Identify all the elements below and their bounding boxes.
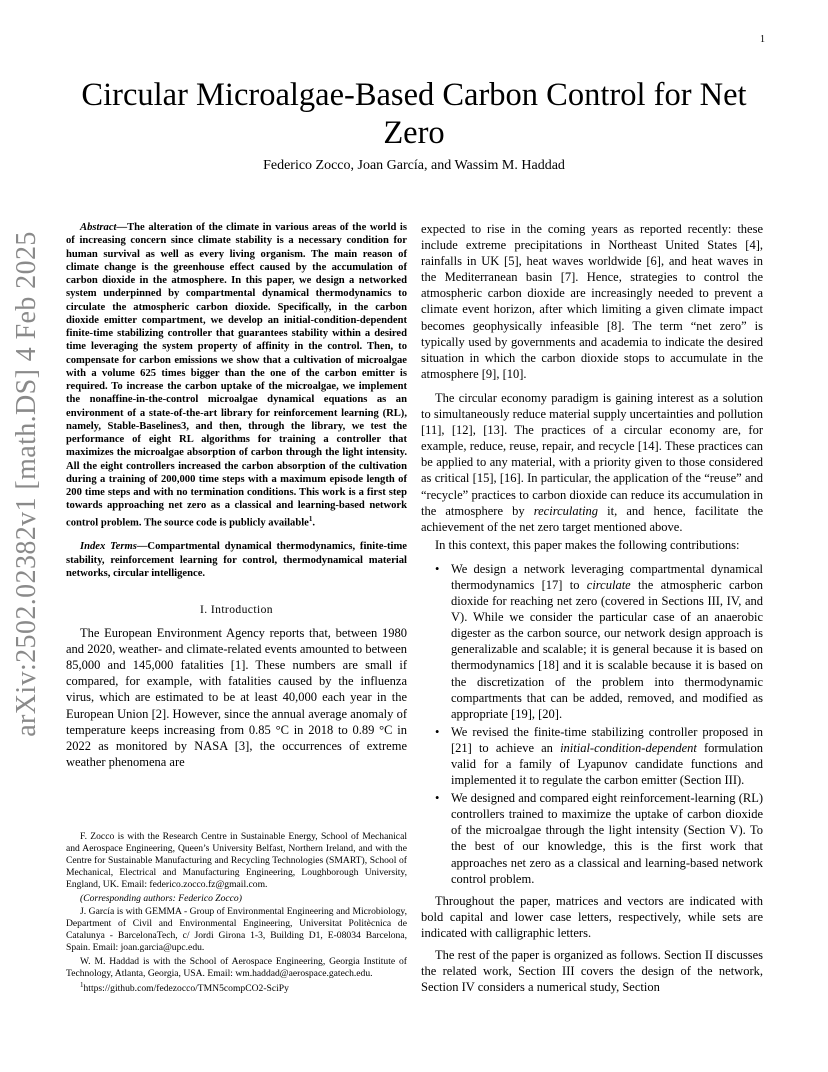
contributions-list: [421, 561, 763, 887]
abstract-end: .: [312, 517, 316, 529]
right-column: [421, 221, 763, 995]
arxiv-identifier-text: arXiv:2502.02382v1 [math.DS] 4 Feb 2025: [11, 231, 42, 737]
right-paragraph-5: The rest of the paper is organized as follows. Section II discusses the related work, Section III covers the design of the network, Section IV considers a numerical study, Section: [421, 948, 763, 995]
abstract: [66, 221, 407, 529]
abstract-lead: Abstract: [80, 222, 117, 233]
bullet-icon: •: [435, 561, 440, 576]
arxiv-identifier-stamp: [2, 231, 52, 737]
contribution-1-text-b: the atmospheric carbon dioxide for reaching net zero (covered in Sections III, IV, and V). While we consider the particular case of an anaerobic digester as the carbon source, our network design approach is generalizable and scalable; it is general because it is based on thermodynamics [18] and it is scalable because it is based on the discretization of the problem into thermodynamic compartments that can be added, removed, and modified as appropriate [19], [20].: [451, 577, 763, 721]
right-paragraph-2: [421, 390, 763, 535]
contribution-1-emphasis: circulate: [586, 577, 631, 592]
right-paragraph-2-text: The circular economy paradigm is gaining interest as a solution to simultaneously reduce material supply uncertainties and pollution [11], [12], [13]. The practices of a circular economy are, for example, reduce, reuse, repair, and recycle [14]. These practices can be applied to any material, with a priority given to those considered as critical [15], [16]. In particular, the application of the “reuse” and “recycle” practices to carbon dioxide can reduce its accumulation in the atmosphere by: [421, 390, 763, 518]
footnote-haddad: W. M. Haddad is with the School of Aerospace Engineering, Georgia Institute of Technology, Atlanta, Georgia, USA. Email: wm.haddad@aerospace.gatech.edu.: [66, 956, 407, 979]
contribution-1-text-a: We design a network leveraging compartmental dynamical thermodynamics [17] to: [451, 561, 763, 592]
left-column: [66, 221, 407, 770]
abstract-footnote-mark: 1: [308, 514, 313, 523]
intro-paragraph: The European Environment Agency reports that, between 1980 and 2020, weather- and climate-related events amounted to between 85,000 and 145,000 fatalities [1]. These numbers are small if compared, for example, with fatalities caused by the influenza virus, which are estimated to be at least 40,000 each year in the European Union [2]. However, since the annual average anomaly of temperature keeps increasing from 0.85 °C in 2018 to 0.89 °C in 2022 as monitored by NASA [3], the occurrences of extreme weather phenomena are: [66, 626, 407, 769]
paper-title: Circular Microalgae-Based Carbon Control for Net Zero: [81, 77, 747, 151]
author-footnotes: [66, 829, 407, 995]
contribution-item: [421, 790, 763, 887]
bullet-icon: •: [435, 724, 440, 739]
footnote-source-code: [66, 980, 407, 995]
contribution-item: [421, 561, 763, 722]
index-terms-lead: Index Terms: [80, 541, 137, 553]
footnote-url-link[interactable]: https://github.com/fedezocco/TMN5compCO2-SciPy: [83, 982, 289, 994]
footnote-url-mark: 1: [80, 980, 84, 989]
bullet-icon: •: [435, 791, 440, 806]
contribution-2-text-a: We revised the finite-time stabilizing controller proposed in [21] to achieve an: [451, 724, 763, 755]
right-paragraph-3: In this context, this paper makes the following contributions:: [435, 537, 740, 552]
right-paragraph-2-emphasis: recirculating: [533, 503, 599, 518]
paper-authors: Federico Zocco, Joan García, and Wassim M. Haddad: [263, 158, 565, 173]
contribution-item: [421, 724, 763, 788]
contribution-3-text: We designed and compared eight reinforcement-learning (RL) controllers trained to maximize the uptake of carbon dioxide of the microalgae through the light intensity (Section V). To the best of our knowledge, this is the first work that approaches net zero as a classical and learning-based network control problem.: [451, 791, 763, 886]
index-terms-text: —Compartmental dynamical thermodynamics, finite-time stability, reinforcement learning for control, thermodynamical material networks, circular intelligence.: [66, 541, 407, 579]
footnote-corresponding: (Corresponding authors: Federico Zocco): [80, 892, 242, 904]
right-paragraph-1: expected to rise in the coming years as reported recently: these include extreme precipitations in Northeast United States [4], rainfalls in UK [5], heat waves worldwide [6], and heat waves in the Mediterranean basin [7]. Hence, strategies to control the atmospheric carbon dioxide are increasingly needed to prevent a climate event horizon, after which limiting a given climate impact becomes geophysically infeasible [8]. The term “net zero” is typically used by governments and academia to indicate the desired situation in which the carbon dioxide stops to accumulate in the atmosphere [9], [10].: [421, 222, 763, 381]
right-paragraph-4: Throughout the paper, matrices and vectors are indicated with bold capital and lower case letters, respectively, while sets are indicated with calligraphic letters.: [421, 893, 763, 940]
abstract-text: —The alteration of the climate in various areas of the world is of increasing concern since climate stability is a necessary condition for human survival as well as every living organism. The main reason of climate change is the greenhouse effect caused by the accumulation of carbon dioxide in the atmosphere. In this paper, we design a networked system underpinned by compartmental dynamical thermodynamics to circulate the atmospheric carbon dioxide. Specifically, in the carbon dioxide emitter compartment, we develop an initial-condition-dependent finite-time stabilizing controller that guarantees stability within a desired time leveraging the system property of affinity in the control. Then, to compensate for carbon emissions we show that a cultivation of microalgae with a volume 625 times bigger than the one of the carbon emitter is required. To increase the carbon uptake of the microalgae, we implement the nonaffine-in-the-control microalgae dynamical equations as an environment of a state-of-the-art library for reinforcement learning (RL), namely, Stable-Baselines3, and then, through the library, we test the performance of eight RL algorithms for training a controller that maximizes the microalgae absorption of carbon through the light intensity. All the eight controllers increased the carbon absorption of the cultivation during a training of 200,000 time steps with a maximum episode length of 200 time steps and with no termination conditions. This work is a first step towards approaching net zero as a classical and learning-based network control problem. The source code is publicly available: [66, 222, 407, 529]
right-paragraph-2-end: it, and hence, facilitate the achievement of the net zero target mentioned above.: [421, 503, 763, 534]
footnote-zocco: F. Zocco is with the Research Centre in Sustainable Energy, School of Mechanical and Aerospace Engineering, Queen’s University Belfast, Northern Ireland, and with the Centre for Sustainable Manufacturing and Recycling Technologies (SMART), School of Mechanical, Electrical and Manufacturing Engineering, Loughborough University, England, UK. Email: federico.zocco.fz@gmail.com.: [66, 831, 407, 890]
section-heading-introduction: I. Introduction: [200, 603, 273, 617]
index-terms: [66, 540, 407, 580]
contribution-2-text-b: formulation valid for a family of Lyapunov candidate functions and implemented it to regulate the carbon emitter (Section III).: [451, 740, 763, 788]
footnote-garcia: J. García is with GEMMA - Group of Environmental Engineering and Microbiology, Department of Civil and Environmental Engineering, Universitat Politècnica de Catalunya - BarcelonaTech, c/ Jordi Girona 1-3, Building D1, E-08034 Barcelona, Spain. Email: joan.garcia@upc.edu.: [66, 906, 407, 954]
page-number: 1: [760, 34, 765, 45]
contribution-2-emphasis: initial-condition-dependent: [560, 740, 697, 755]
